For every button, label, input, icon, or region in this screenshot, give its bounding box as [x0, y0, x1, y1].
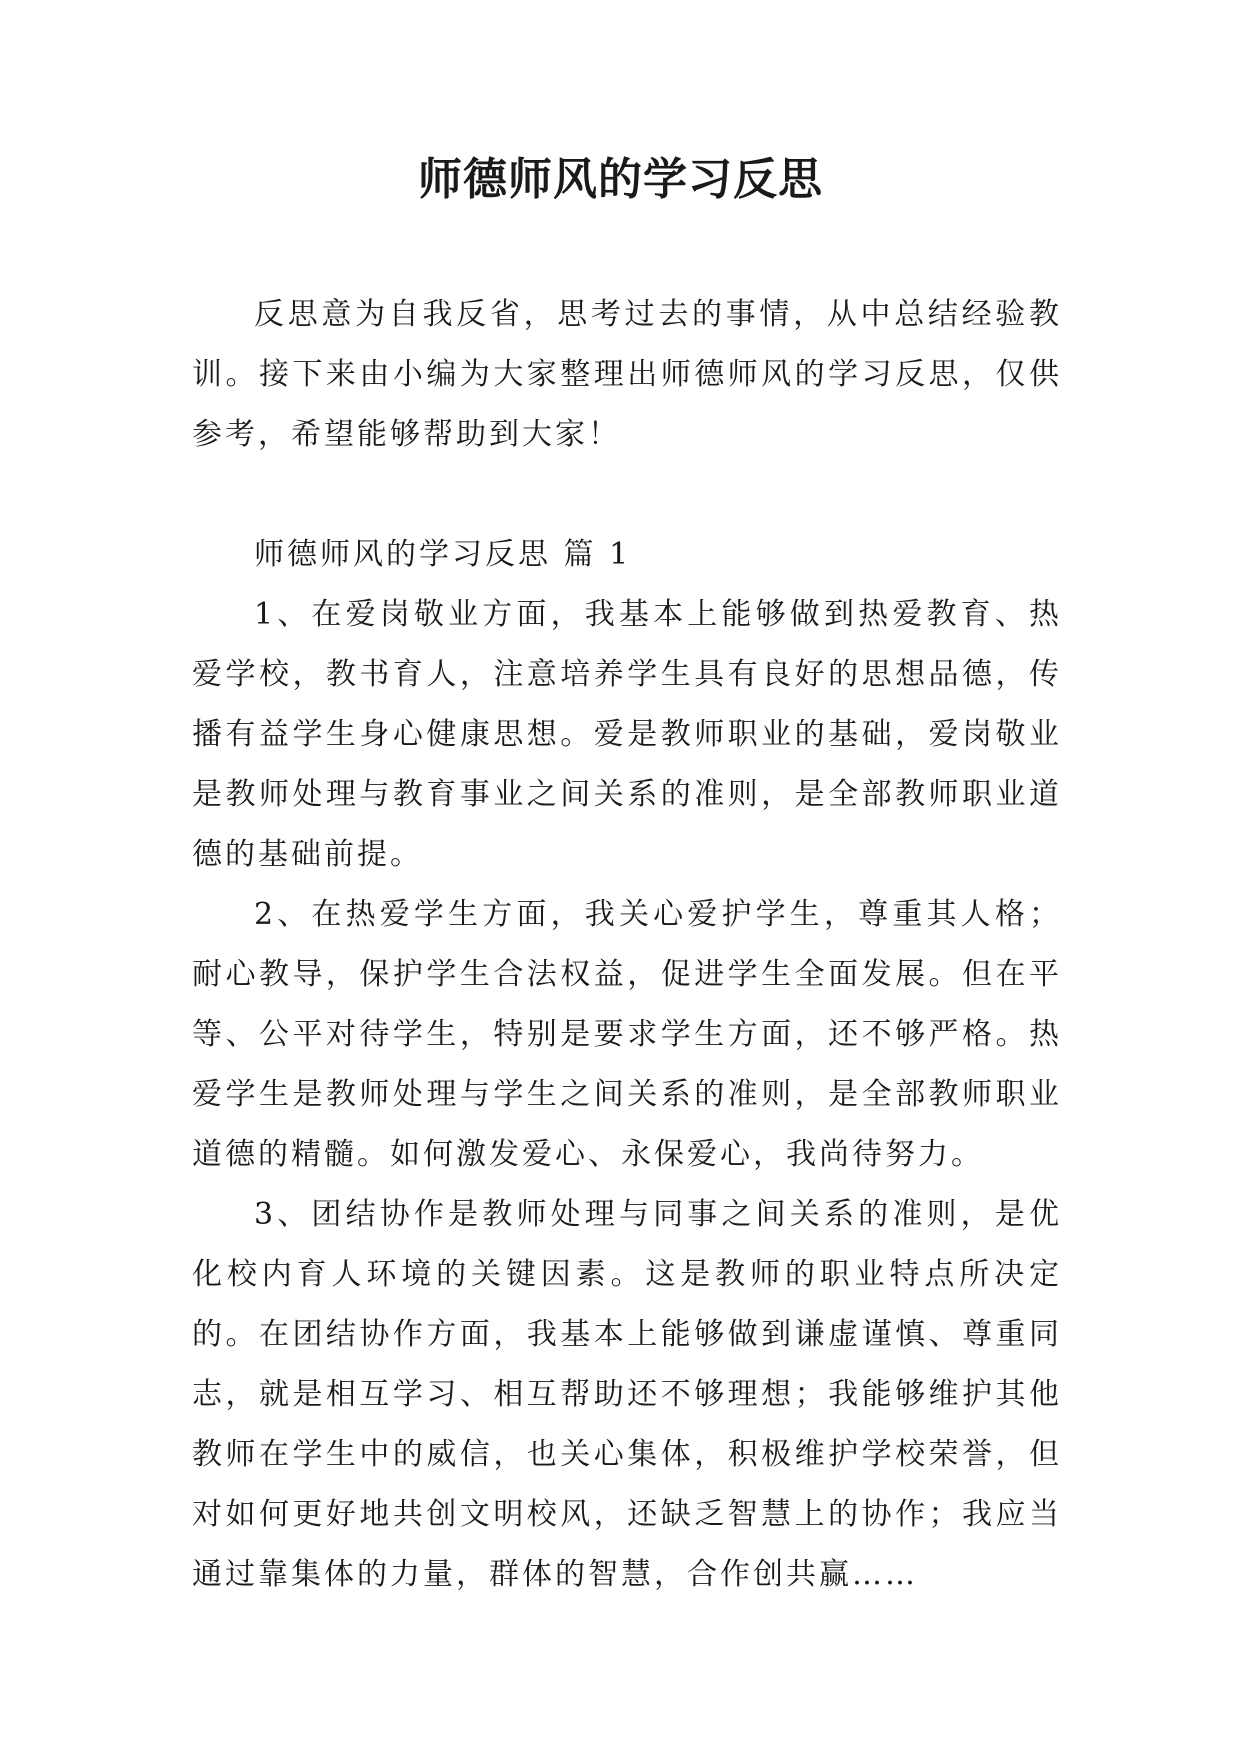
intro-paragraph: 反思意为自我反省，思考过去的事情，从中总结经验教训。接下来由小编为大家整理出师德师风的学习反思，仅供参考，希望能够帮助到大家！ — [192, 297, 1062, 452]
body-paragraph-3: 3、团结协作是教师处理与同事之间关系的准则，是优化校内育人环境的关键因素。这是教师的职业特点所决定的。在团结协作方面，我基本上能够做到谦虚谨慎、尊重同志，就是相互学习、相互帮助还不够理想；我能够维护其他教师在学生中的威信，也关心集体，积极维护学校荣誉，但对如何更好地共创文明校风，还缺乏智慧上的协作；我应当通过靠集体的力量，群体的智慧，合作创共赢…… — [192, 1197, 1062, 1592]
section-heading: 师德师风的学习反思 篇 1 — [254, 537, 632, 572]
document-title: 师德师风的学习反思 — [418, 154, 823, 205]
document-body — [192, 285, 1062, 1605]
body-paragraph-2: 2、在热爱学生方面，我关心爱护学生，尊重其人格；耐心教导，保护学生合法权益，促进学生全面发展。但在平等、公平对待学生，特别是要求学生方面，还不够严格。热爱学生是教师处理与学生之间关系的准则，是全部教师职业道德的精髓。如何激发爱心、永保爱心，我尚待努力。 — [192, 897, 1062, 1172]
body-paragraph-1: 1、在爱岗敬业方面，我基本上能够做到热爱教育、热爱学校，教书育人，注意培养学生具有良好的思想品德，传播有益学生身心健康思想。爱是教师职业的基础，爱岗敬业是教师处理与教育事业之间关系的准则，是全部教师职业道德的基础前提。 — [192, 597, 1062, 872]
